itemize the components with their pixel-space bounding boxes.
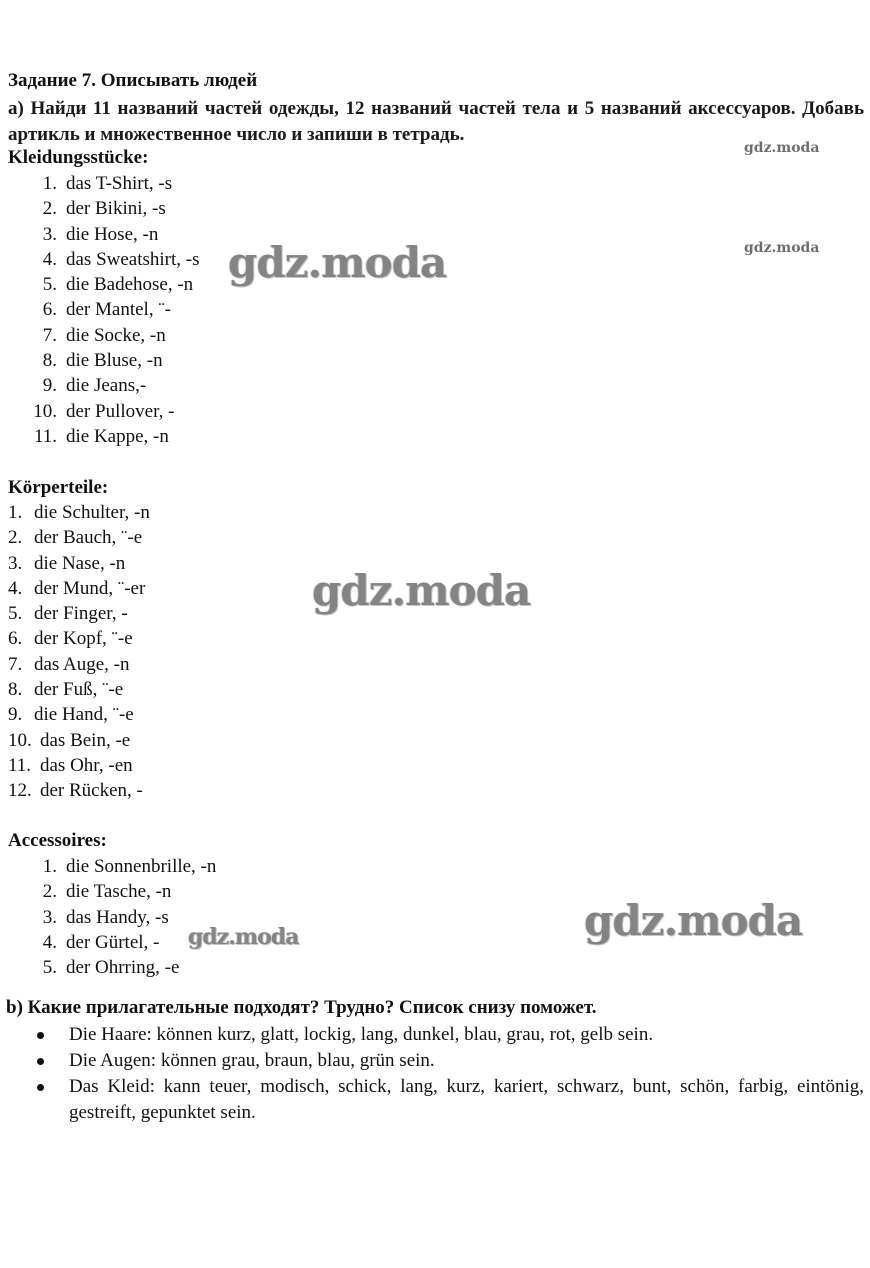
list-item-text: der Kopf, ¨-e [34,628,133,650]
body-part-item [8,728,150,753]
list-item-number: 5. [42,957,57,979]
list-item-text: der Mund, ¨-er [34,577,146,599]
body-parts-list [8,500,150,804]
clothing-item [0,399,200,424]
list-item-text: der Ohrring, -e [66,957,180,979]
accessory-item [0,955,216,980]
body-part-item [8,702,150,727]
bullet-dress-text: Das Kleid: kann teuer, modisch, schick, lang, kurz, kariert, schwarz, bunt, schön, farbig, eintönig, gestreift, gepunktet sein. [69,1076,864,1123]
list-item-text: die Socke, -n [66,324,166,346]
list-item-text: die Nase, -n [34,552,126,574]
task-a-instruction: а) Найди 11 названий частей одежды, 12 названий частей тела и 5 названий аксессуаров. Добавь артикль и множественное число и запиши в тетрадь. [8,98,864,145]
list-item-text: die Bluse, -n [66,350,163,372]
list-item-number: 6. [8,628,23,650]
bullet-hair-text: Die Haare: können kurz, glatt, lockig, lang, dunkel, blau, grau, rot, gelb sein. [69,1024,654,1045]
body-part-item [8,677,150,702]
list-item-number: 3. [42,223,57,245]
body-part-item [8,500,150,525]
bullet-eyes-text: Die Augen: können grau, braun, blau, grün sein. [69,1050,435,1071]
accessory-item [0,879,216,904]
body-part-item [8,551,150,576]
body-part-item [8,778,150,803]
list-item-text: das T-Shirt, -s [66,173,173,194]
watermark: gdz.moda [188,924,299,950]
clothing-item [0,348,200,373]
watermark: gdz.moda [584,896,803,945]
list-item-text: die Badehose, -n [66,274,194,296]
watermark: gdz.moda [312,566,531,615]
list-item-number: 4. [42,248,57,270]
list-item-text: der Finger, - [34,603,128,625]
list-item-number: 8. [8,679,23,701]
watermark: gdz.moda [744,240,820,256]
list-item-number: 11. [8,754,32,776]
accessories-list [0,854,216,980]
bullet-hair [0,1022,864,1048]
accessory-item [0,905,216,930]
list-item-text: die Sonnenbrille, -n [66,856,217,877]
list-item-text: der Pullover, - [66,400,175,422]
clothing-item [0,272,200,297]
list-item-number: 1. [42,173,57,194]
watermark: gdz.moda [228,238,447,287]
clothing-item [0,373,200,398]
list-item-text: die Hand, ¨-e [34,704,134,726]
body-part-item [8,652,150,677]
accessory-item [0,930,216,955]
list-item-text: das Sweatshirt, -s [66,248,200,270]
list-item-number: 3. [8,552,23,574]
body-part-item [8,576,150,601]
bullet-dress [0,1074,864,1126]
list-item-text: das Handy, -s [66,906,169,928]
list-item-text: die Hose, -n [66,223,159,245]
clothing-item [0,247,200,272]
clothing-item [0,222,200,247]
list-item-text: das Bein, -e [40,729,131,751]
list-item-number: 2. [42,881,57,903]
list-item-number: 11. [33,425,57,447]
list-item-text: das Ohr, -en [40,754,133,776]
list-item-text: die Schulter, -n [34,502,150,523]
list-item-text: der Bikini, -s [66,198,166,220]
adjectives-list [0,1022,864,1126]
clothing-list [0,171,200,449]
clothing-item [0,297,200,322]
list-item-number: 9. [42,375,57,397]
bullet-eyes [0,1048,864,1074]
list-item-text: der Gürtel, - [66,931,160,953]
clothing-item [0,424,200,449]
list-item-number: 1. [8,502,23,523]
list-item-number: 10. [33,400,57,422]
bullet-dot-icon [37,1084,44,1091]
watermark: gdz.moda [744,140,820,156]
body-parts-heading: Körperteile: [8,477,109,498]
clothing-heading: Kleidungsstücke: [8,147,149,168]
clothing-item [0,196,200,221]
list-item-number: 6. [42,299,57,321]
list-item-text: die Kappe, -n [66,425,169,447]
body-part-item [8,601,150,626]
list-item-number: 5. [8,603,23,625]
accessory-item [0,854,216,879]
list-item-number: 5. [42,274,57,296]
list-item-text: der Mantel, ¨- [66,299,171,321]
list-item-number: 4. [42,931,57,953]
clothing-item [0,171,200,196]
list-item-number: 4. [8,577,23,599]
list-item-text: der Rücken, - [40,780,143,802]
list-item-number: 2. [8,527,23,549]
list-item-text: der Bauch, ¨-e [34,527,143,549]
list-item-number: 10. [8,729,32,751]
task-b-title: b) Какие прилагательные подходят? Трудно? Список снизу поможет. [6,997,597,1018]
list-item-text: der Fuß, ¨-e [34,679,124,701]
body-part-item [8,525,150,550]
list-item-number: 1. [42,856,57,877]
list-item-number: 2. [42,198,57,220]
list-item-number: 8. [42,350,57,372]
body-part-item [8,753,150,778]
clothing-item [0,323,200,348]
body-part-item [8,626,150,651]
list-item-number: 7. [8,653,23,675]
list-item-number: 9. [8,704,23,726]
task-title: Задание 7. Описывать людей [8,70,258,91]
list-item-number: 7. [42,324,57,346]
accessories-heading: Accessoires: [8,830,107,851]
bullet-dot-icon [37,1058,44,1065]
list-item-number: 12. [8,780,32,802]
bullet-dot-icon [37,1032,44,1039]
list-item-number: 3. [42,906,57,928]
list-item-text: die Jeans,- [66,375,147,397]
list-item-text: das Auge, -n [34,653,130,675]
list-item-text: die Tasche, -n [66,881,172,903]
